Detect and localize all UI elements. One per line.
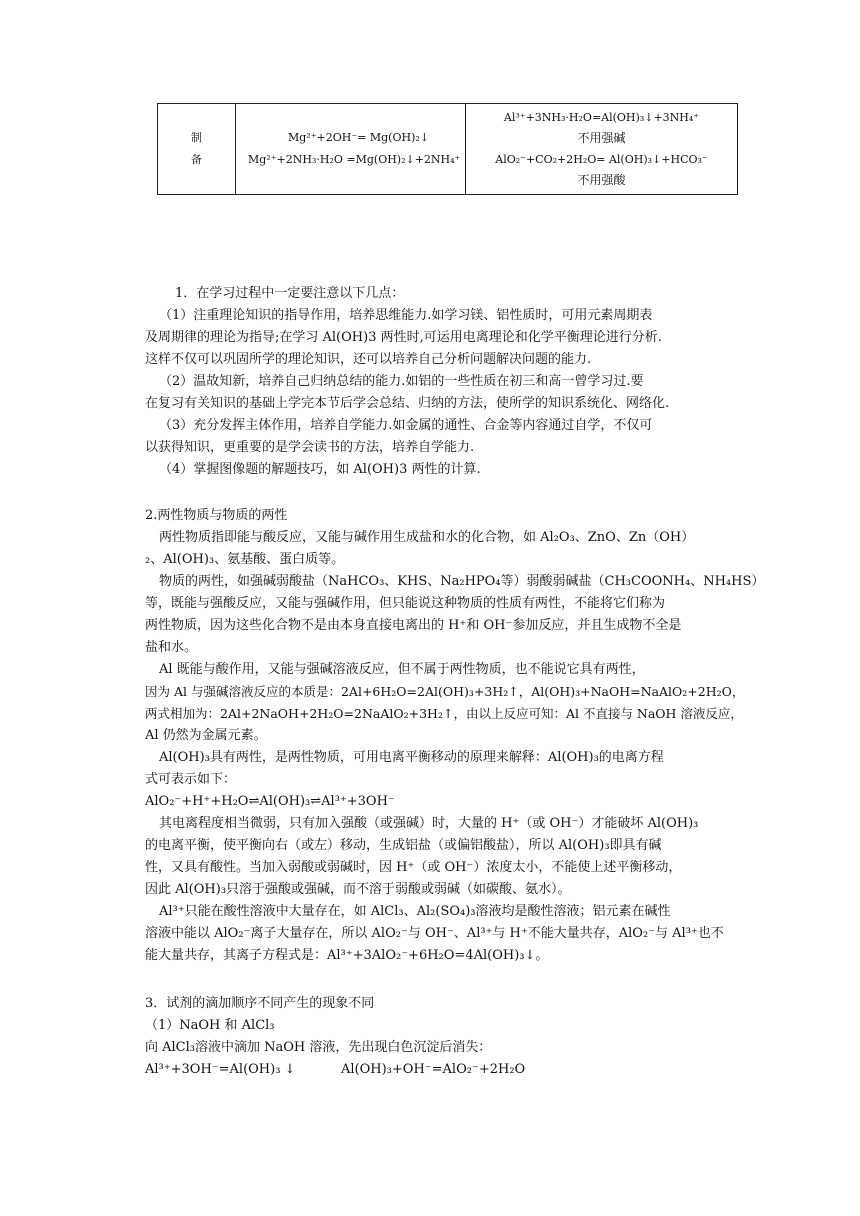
row-header-char: 备: [191, 153, 202, 166]
paragraph-line: 式可表示如下：: [145, 772, 237, 787]
al-equation: Al³⁺+3NH₃·H₂O=Al(OH)₃↓+3NH₄⁺: [503, 111, 700, 124]
paragraph-line: 等，既能与强酸反应，又能与强碱作用，但只能说这种物质的性质有两性，不能将它们称为: [145, 596, 666, 611]
table-row: [158, 104, 738, 195]
paragraph-line: 性，又具有酸性。当加入弱酸或弱碱时，因 H⁺（或 OH⁻）浓度太小，不能使上述平衡移动，: [145, 860, 682, 875]
paragraph-line: 两性物质，因为这些化合物不是由本身直接电离出的 H⁺和 OH⁻参加反应，并且生成物不全是: [145, 618, 682, 633]
paragraph-line: 能大量共存，其离子方程式是：Al³⁺+3AlO₂⁻+6H₂O=4Al(OH)₃↓。: [145, 948, 549, 963]
paragraph-line: 溶液中能以 AlO₂⁻离子大量存在，所以 AlO₂⁻与 OH⁻、Al³⁺与 H⁺不能大量共存，AlO₂⁻与 Al³⁺也不: [145, 926, 724, 941]
paragraph-line: 以获得知识，更重要的是学会读书的方法，培养自学能力.: [145, 440, 475, 455]
al-equation: AlO₂⁻+CO₂+2H₂O= Al(OH)₃↓+HCO₃⁻: [495, 153, 708, 166]
paragraph-line: 因为 Al 与强碱溶液反应的本质是：2Al+6H₂O=2Al(OH)₃+3H₂↑，Al(OH)₃+NaOH=NaAlO₂+2H₂O，: [145, 684, 745, 699]
section-title: 3．试剂的滴加顺序不同产生的现象不同: [145, 996, 375, 1011]
paragraph-line: 两性物质指即能与酸反应，又能与碱作用生成盐和水的化合物，如 Al₂O₃、ZnO、Zn（OH）: [159, 530, 695, 545]
subsection-title: （1）NaOH 和 AlCl₃: [145, 1018, 275, 1033]
paragraph-line: Al 既能与酸作用，又能与强碱溶液反应，但不属于两性物质，也不能说它具有两性，: [159, 662, 645, 677]
paragraph-line: 及周期律的理论为指导;在学习 Al(OH)3 两性时,可运用电离理论和化学平衡理论进行分析.: [145, 330, 662, 345]
preparation-table: [157, 103, 738, 195]
paragraph-line: 两式相加为：2Al+2NaOH+2H₂O=2NaAlO₂+3H₂↑，由以上反应可知：Al 不直接与 NaOH 溶液反应，: [145, 706, 743, 721]
equation-right: Al(OH)₃+OH⁻=AlO₂⁻+2H₂O: [341, 1062, 526, 1077]
spacer: [145, 967, 725, 993]
paragraph-line: 物质的两性，如强碱弱酸盐（NaHCO₃、KHS、Na₂HPO₄等）弱酸弱碱盐（CH₃COONH₄、NH₄HS）: [159, 574, 765, 589]
paragraph-line: （4）掌握图像题的解题技巧，如 Al(OH)3 两性的计算.: [159, 462, 481, 477]
paragraph-line: ₂、Al(OH)₃、氨基酸、蛋白质等。: [145, 552, 345, 567]
paragraph-line: 的电离平衡，使平衡向右（或左）移动，生成铝盐（或偏铝酸盐），所以 Al(OH)₃即具有碱: [145, 838, 662, 853]
paragraph-line: 盐和水。: [145, 640, 198, 655]
al-note: 不用强酸: [577, 173, 626, 187]
paragraph-line: 向 AlCl₃溶液中滴加 NaOH 溶液，先出现白色沉淀后消失：: [145, 1040, 492, 1055]
body-text: [145, 283, 765, 1081]
spacer: [145, 481, 725, 505]
paragraph-line: 其电离程度相当微弱，只有加入强酸（或强碱）时，大量的 H⁺（或 OH⁻）才能破坏 Al(OH)₃: [159, 816, 699, 831]
paragraph-line: 这样不仅可以巩固所学的理论知识，还可以培养自己分析问题解决问题的能力.: [145, 352, 592, 367]
mg-equation: Mg²⁺+2OH⁻= Mg(OH)₂↓: [288, 131, 429, 144]
paragraph-line: 因此 Al(OH)₃只溶于强酸或强碱，而不溶于弱酸或弱碱（如碳酸、氨水）。: [145, 882, 571, 897]
section-title: 2.两性物质与物质的两性: [145, 508, 288, 523]
paragraph-line: Al(OH)₃具有两性，是两性物质，可用电离平衡移动的原理来解释：Al(OH)₃的电离方程: [159, 750, 664, 765]
paragraph-line: Al 仍然为金属元素。: [145, 728, 267, 743]
paragraph-line: 在复习有关知识的基础上学完本节后学会总结、归纳的方法，使所学的知识系统化、网络化.: [145, 396, 670, 411]
mg-equation: Mg²⁺+2NH₃·H₂O =Mg(OH)₂↓+2NH₄⁺: [248, 153, 461, 166]
paragraph-line: （1）注重理论知识的指导作用，培养思维能力.如学习镁、铝性质时，可用元素周期表: [159, 308, 653, 323]
paragraph-line: （2）温故知新，培养自己归纳总结的能力.如铝的一些性质在初三和高一曾学习过.要: [159, 374, 644, 389]
section-title: 1．在学习过程中一定要注意以下几点：: [175, 286, 405, 301]
equation-left: Al³⁺+3OH⁻=Al(OH)₃ ↓: [145, 1062, 296, 1077]
al-preparation-cell: [466, 104, 738, 195]
row-header-char: 制: [191, 131, 202, 144]
paragraph-line: （3）充分发挥主体作用，培养自学能力.如金属的通性、合金等内容通过自学，不仅可: [159, 418, 653, 433]
paragraph-line: Al³⁺只能在酸性溶液中大量存在，如 AlCl₃、Al₂(SO₄)₃溶液均是酸性溶液；铝元素在碱性: [159, 904, 671, 919]
mg-preparation-cell: [236, 104, 466, 195]
al-note: 不用强碱: [577, 131, 626, 145]
equation-line: [145, 1059, 725, 1081]
row-header-cell: [158, 104, 236, 195]
equilibrium-equation: AlO₂⁻+H⁺+H₂O⇌Al(OH)₃⇌Al³⁺+3OH⁻: [145, 794, 395, 809]
